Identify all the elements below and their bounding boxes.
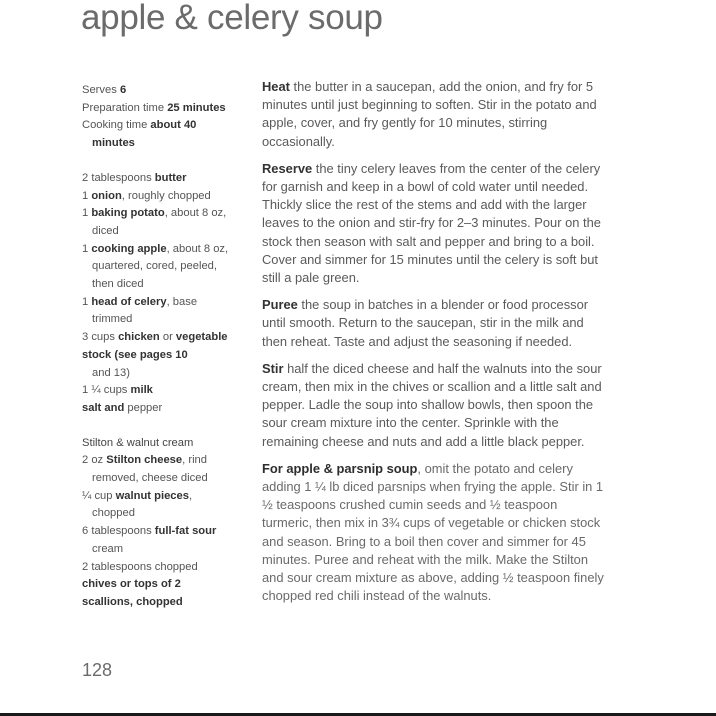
- ingredient-name: baking potato: [91, 207, 165, 220]
- step-lead: Reserve: [262, 160, 313, 176]
- ingredient-name: onion: [91, 189, 122, 202]
- ingredient-name: stock: [82, 348, 112, 361]
- cream-ingredient-line: [82, 523, 247, 541]
- ingredient-name: chicken: [118, 331, 160, 344]
- ingredient-name: (see pages 10: [111, 348, 188, 361]
- cream-ingredient-line: [82, 470, 247, 488]
- step-text: half the diced cheese and half the walnuts into the sour cream, then mix in the chives or scallion and a little salt and pepper. Ladle the soup into shallow bowls, then spoon the sour cream mixture into the center. Sprinkle with the remaining cheese and nuts and add a little black pepper.: [262, 360, 602, 449]
- cream-ingredient-line: [82, 505, 247, 523]
- ingredient-line: [82, 400, 247, 418]
- step-text: the butter in a saucepan, add the onion, and fry for 5 minutes until just beginning to soften. Stir in the potato and apple, cover, and fry gently for 10 minutes, stirring occasionally.: [262, 79, 597, 149]
- ingredient-line: [82, 294, 247, 312]
- variation-text: , omit the potato and celery adding 1 ¼ lb diced parsnips when frying the apple. Stir in 1 ½ teaspoons crushed cumin seeds and ½ teaspoon turmeric, then mix in 3¾ cups of vegetable or chicken stock and season. Bring to a boil then cover and simmer for 45 minutes. Puree and reheat with the milk. Make the Stilton and sour cream mixture as above, adding ½ teaspoon finely chopped red chili instead of the walnuts.: [262, 460, 604, 604]
- cream-ingredient-name: full-fat sour: [154, 525, 217, 538]
- cream-ingredient-name: walnut pieces: [115, 489, 189, 502]
- cream-ingredient-text: chopped: [92, 507, 135, 520]
- step-lead: Puree: [262, 297, 298, 313]
- method-step: [262, 296, 604, 351]
- ingredient-name: and: [101, 401, 128, 414]
- ingredient-line: [82, 311, 247, 329]
- cream-heading: Stilton & walnut cream: [82, 436, 194, 449]
- cream-ingredient-line: [82, 594, 247, 612]
- ingredient-text: , about 8 oz,: [166, 242, 229, 255]
- variation-paragraph: [262, 460, 604, 606]
- ingredient-name: cooking apple: [91, 242, 167, 255]
- prep-time-line: Preparation time 25 minutes: [82, 101, 226, 114]
- ingredient-name: head of celery: [91, 295, 167, 308]
- cream-ingredient-line: [82, 541, 247, 559]
- ingredient-line: [82, 329, 247, 347]
- ingredient-line: [82, 382, 247, 400]
- cream-ingredients-list: [82, 452, 247, 611]
- ingredient-text: or: [159, 331, 176, 344]
- method-step: [262, 78, 604, 151]
- serves-line: Serves 6: [82, 84, 127, 96]
- method-step: [262, 160, 604, 287]
- cook-time-line: Cooking time about 40: [82, 119, 197, 132]
- ingredient-text: 3 cups: [82, 331, 119, 344]
- ingredients-list: [82, 170, 247, 418]
- cream-ingredient-line: [82, 559, 247, 577]
- cook-time-line-cont: minutes: [92, 137, 135, 150]
- cream-ingredient-line: [82, 488, 247, 506]
- ingredient-text: , roughly chopped: [121, 189, 211, 202]
- cream-ingredient-name: chives: [82, 578, 117, 591]
- cream-ingredient-text: ¼ cup: [82, 489, 116, 502]
- page-title: apple & celery soup: [81, 0, 383, 37]
- cream-ingredient-line: [82, 576, 247, 594]
- method-column: [262, 78, 604, 614]
- ingredient-text: 1: [82, 189, 92, 202]
- cream-ingredient-text: cream: [92, 542, 124, 555]
- method-steps: [262, 78, 604, 451]
- cream-ingredient-name: Stilton cheese: [106, 454, 183, 467]
- ingredient-text: diced: [92, 224, 119, 237]
- ingredient-text: then diced: [92, 278, 144, 291]
- ingredient-name: vegetable: [175, 331, 228, 344]
- ingredient-text: 1 ¼ cups: [82, 384, 131, 397]
- step-lead: Stir: [262, 360, 284, 376]
- ingredient-line: [82, 258, 247, 276]
- ingredient-text: , about 8 oz,: [164, 207, 227, 220]
- page-number: 128: [82, 660, 113, 680]
- variation-lead: For apple & parsnip soup: [262, 460, 418, 476]
- ingredient-line: [82, 365, 247, 383]
- ingredient-text: and 13): [92, 366, 130, 379]
- method-step: [262, 360, 604, 451]
- ingredient-line: [82, 347, 247, 365]
- cream-ingredient-text: 6 tablespoons: [82, 525, 155, 538]
- ingredient-text: trimmed: [92, 313, 133, 326]
- ingredient-line: [82, 170, 247, 188]
- ingredient-text: 1: [82, 207, 92, 220]
- cream-ingredient-text: 2 oz: [82, 454, 107, 467]
- cream-ingredient-name: scallions: [82, 595, 130, 608]
- cream-ingredient-text: 2 tablespoons chopped: [82, 560, 198, 573]
- ingredient-line: [82, 188, 247, 206]
- ingredient-text: pepper: [127, 401, 163, 414]
- cream-ingredient-text: ,: [188, 489, 193, 502]
- ingredient-text: quartered, cored, peeled,: [92, 260, 218, 273]
- ingredient-name: salt: [82, 401, 102, 414]
- cream-ingredient-line: [82, 452, 247, 470]
- cream-ingredient-text: removed, cheese diced: [92, 472, 208, 485]
- ingredient-name: butter: [154, 171, 187, 184]
- cream-ingredient-name: , chopped: [129, 595, 183, 608]
- ingredient-line: [82, 223, 247, 241]
- ingredient-text: 1: [82, 242, 92, 255]
- ingredient-line: [82, 205, 247, 223]
- ingredient-line: [82, 241, 247, 259]
- step-text: the soup in batches in a blender or food processor until smooth. Return to the saucepan, stir in the milk and then reheat. Taste and adjust the seasoning if needed.: [262, 297, 589, 349]
- ingredient-text: , base: [166, 295, 198, 308]
- ingredient-line: [82, 276, 247, 294]
- cream-ingredient-text: , rind: [182, 454, 207, 467]
- step-text: the tiny celery leaves from the center of the celery for garnish and keep in a bowl of cold water until needed. Thickly slice the rest of the stems and add with the larger leaves to the onion and stir-fry for 2–3 minutes. Pour on the stock then season with salt and pepper and bring to a boil. Cover and simmer for 15 minutes until the celery is soft but still a pale green.: [262, 160, 601, 286]
- ingredient-text: 2 tablespoons: [82, 171, 155, 184]
- ingredient-name: milk: [130, 384, 153, 397]
- ingredients-column: [82, 82, 247, 612]
- cream-ingredient-name: or tops of 2: [116, 578, 181, 591]
- step-lead: Heat: [262, 79, 290, 94]
- ingredient-text: 1: [82, 295, 92, 308]
